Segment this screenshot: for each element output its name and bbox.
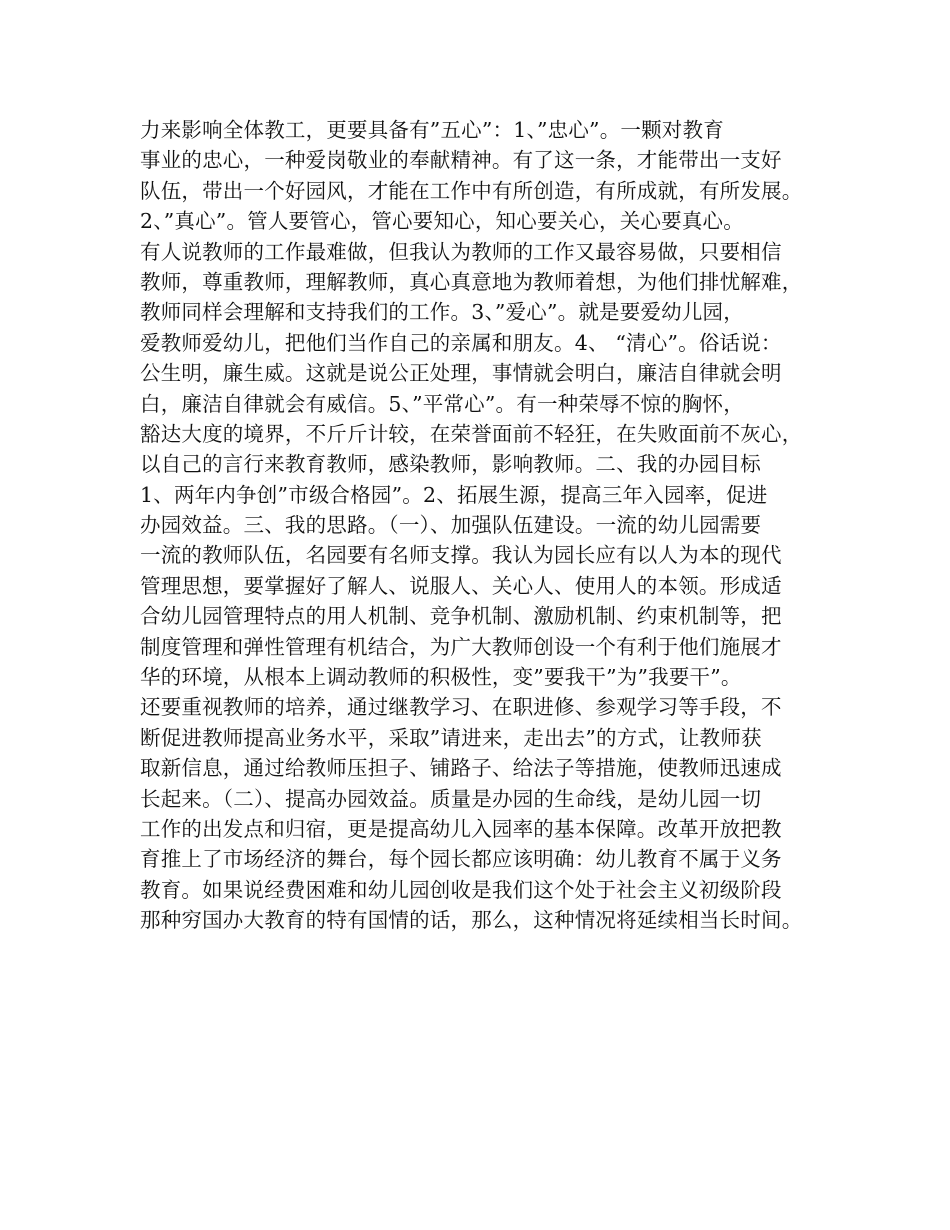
text-line: 爱教师爱幼儿，把他们当作自己的亲属和朋友。4、 “清心”。俗话说： bbox=[140, 330, 782, 355]
text-line: 以自己的言行来教育教师，感染教师，影响教师。二、我的办园目标 bbox=[140, 452, 761, 477]
text-line: 办园效益。三、我的思路。（一）、加强队伍建设。一流的幼儿园需要 bbox=[140, 513, 762, 538]
text-line: 一流的教师队伍，名园要有名师支撑。我认为园长应有以人为本的现代 bbox=[140, 543, 782, 568]
text-line: 公生明，廉生威。这就是说公正处理，事情就会明白，廉洁自律就会明 bbox=[140, 361, 782, 386]
text-line: 教育。如果说经费困难和幼儿园创收是我们这个处于社会主义初级阶段 bbox=[140, 877, 782, 902]
text-line: 制度管理和弹性管理有机结合，为广大教师创设一个有利于他们施展才 bbox=[140, 634, 782, 659]
text-line: 有人说教师的工作最难做，但我认为教师的工作又最容易做，只要相信 bbox=[140, 239, 782, 264]
text-line: 育推上了市场经济的舞台，每个园长都应该明确：幼儿教育不属于义务 bbox=[140, 847, 782, 872]
text-line: 断促进教师提高业务水平，采取”请进来，走出去”的方式，让教师获 bbox=[140, 725, 762, 750]
text-line: 豁达大度的境界，不斤斤计较，在荣誉面前不轻狂，在失败面前不灰心， bbox=[140, 421, 803, 446]
text-line: 教师，尊重教师，理解教师，真心真意地为教师着想，为他们排忧解难， bbox=[140, 269, 803, 294]
text-line: 事业的忠心，一种爱岗敬业的奉献精神。有了这一条，才能带出一支好 bbox=[140, 148, 782, 173]
text-line: 那种穷国办大教育的特有国情的话，那么，这种情况将延续相当长时间。 bbox=[140, 908, 803, 933]
text-line: 白，廉洁自律就会有威信。5、”平常心”。有一种荣辱不惊的胸怀， bbox=[140, 391, 744, 416]
text-line: 1、两年内争创”市级合格园”。2、拓展生源，提高三年入园率，促进 bbox=[140, 482, 768, 507]
text-line: 力来影响全体教工，更要具备有”五心”：1、”忠心”。一颗对教育 bbox=[140, 118, 724, 142]
body-paragraph bbox=[140, 115, 840, 936]
text-line: 队伍，带出一个好园风，才能在工作中有所创造，有所成就，有所发展。 bbox=[140, 178, 803, 203]
text-line: 还要重视教师的培养，通过继教学习、在职进修、参观学习等手段，不 bbox=[140, 695, 782, 720]
text-line: 合幼儿园管理特点的用人机制、竞争机制、激励机制、约束机制等，把 bbox=[140, 604, 782, 629]
text-line: 教师同样会理解和支持我们的工作。3、”爱心”。就是要爱幼儿园， bbox=[140, 300, 744, 325]
text-line: 管理思想，要掌握好了解人、说服人、关心人、使用人的本领。形成适 bbox=[140, 573, 782, 598]
text-line: 工作的出发点和归宿，更是提高幼儿入园率的基本保障。改革开放把教 bbox=[140, 816, 782, 841]
text-line: 2、”真心”。管人要管心，管心要知心，知心要关心，关心要真心。 bbox=[140, 209, 744, 234]
text-line: 取新信息，通过给教师压担子、铺路子、给法子等措施，使教师迅速成 bbox=[140, 756, 782, 781]
text-line: 华的环境，从根本上调动教师的积极性，变”要我干”为”我要干”。 bbox=[140, 665, 742, 690]
text-line: 长起来。（二）、提高办园效益。质量是办园的生命线，是幼儿园一切 bbox=[140, 786, 762, 811]
